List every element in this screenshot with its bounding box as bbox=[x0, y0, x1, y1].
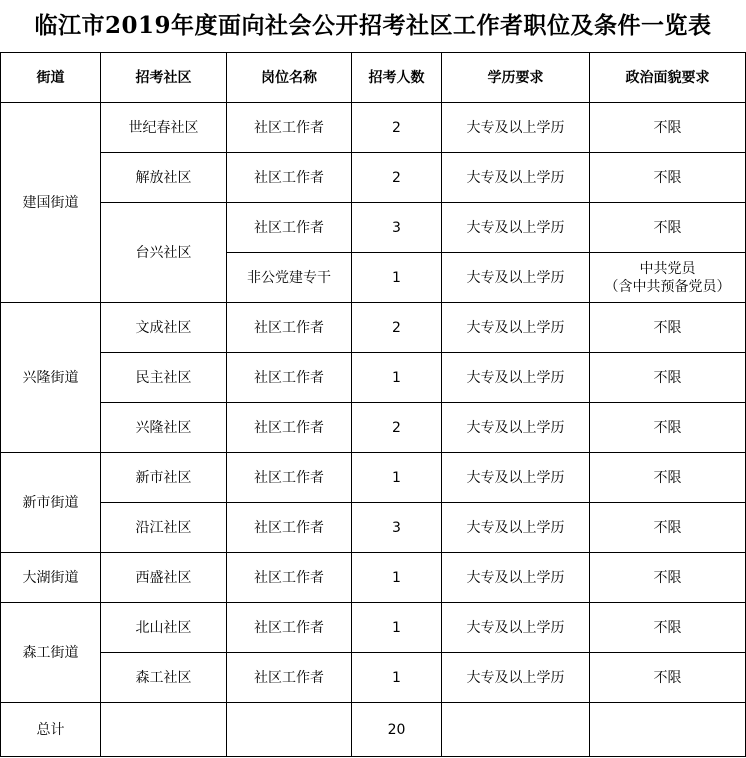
political-cell: 不限 bbox=[590, 503, 746, 553]
header-community: 招考社区 bbox=[101, 53, 227, 103]
position-cell: 社区工作者 bbox=[227, 203, 352, 253]
political-cell: 不限 bbox=[590, 103, 746, 153]
position-cell: 非公党建专干 bbox=[227, 253, 352, 303]
position-cell: 社区工作者 bbox=[227, 403, 352, 453]
education-cell: 大专及以上学历 bbox=[442, 453, 590, 503]
position-cell: 社区工作者 bbox=[227, 503, 352, 553]
political-line-2: （含中共预备党员） bbox=[604, 278, 731, 295]
education-cell: 大专及以上学历 bbox=[442, 203, 590, 253]
community-cell: 森工社区 bbox=[101, 653, 227, 703]
political-cell: 不限 bbox=[590, 303, 746, 353]
community-cell: 新市社区 bbox=[101, 453, 227, 503]
table-row bbox=[1, 353, 746, 403]
political-cell bbox=[590, 253, 746, 303]
table-row bbox=[1, 653, 746, 703]
education-cell: 大专及以上学历 bbox=[442, 553, 590, 603]
community-cell: 北山社区 bbox=[101, 603, 227, 653]
position-cell: 社区工作者 bbox=[227, 553, 352, 603]
count-cell: 1 bbox=[352, 453, 442, 503]
community-cell: 西盛社区 bbox=[101, 553, 227, 603]
community-cell: 解放社区 bbox=[101, 153, 227, 203]
header-education: 学历要求 bbox=[442, 53, 590, 103]
count-cell: 1 bbox=[352, 353, 442, 403]
table-row bbox=[1, 603, 746, 653]
street-cell: 建国街道 bbox=[1, 103, 101, 303]
education-cell: 大专及以上学历 bbox=[442, 253, 590, 303]
table-row bbox=[1, 303, 746, 353]
page-title: 临江市2019年度面向社会公开招考社区工作者职位及条件一览表 bbox=[34, 12, 712, 39]
total-empty-cell bbox=[590, 703, 746, 757]
community-cell: 民主社区 bbox=[101, 353, 227, 403]
street-cell: 森工街道 bbox=[1, 603, 101, 703]
position-cell: 社区工作者 bbox=[227, 103, 352, 153]
political-line-1: 中共党员 bbox=[639, 260, 696, 277]
count-cell: 2 bbox=[352, 103, 442, 153]
street-cell: 大湖街道 bbox=[1, 553, 101, 603]
position-cell: 社区工作者 bbox=[227, 353, 352, 403]
education-cell: 大专及以上学历 bbox=[442, 103, 590, 153]
header-political: 政治面貌要求 bbox=[590, 53, 746, 103]
header-street: 街道 bbox=[1, 53, 101, 103]
political-cell: 不限 bbox=[590, 653, 746, 703]
position-cell: 社区工作者 bbox=[227, 603, 352, 653]
count-cell: 1 bbox=[352, 553, 442, 603]
count-cell: 2 bbox=[352, 403, 442, 453]
positions-table bbox=[0, 52, 746, 757]
table-row bbox=[1, 203, 746, 253]
count-cell: 3 bbox=[352, 203, 442, 253]
total-empty-cell bbox=[101, 703, 227, 757]
education-cell: 大专及以上学历 bbox=[442, 153, 590, 203]
total-row bbox=[1, 703, 746, 757]
political-cell: 不限 bbox=[590, 153, 746, 203]
count-cell: 1 bbox=[352, 603, 442, 653]
community-cell: 台兴社区 bbox=[101, 203, 227, 303]
political-cell: 不限 bbox=[590, 553, 746, 603]
table-row bbox=[1, 103, 746, 153]
political-cell: 不限 bbox=[590, 453, 746, 503]
political-cell: 不限 bbox=[590, 603, 746, 653]
community-cell: 沿江社区 bbox=[101, 503, 227, 553]
street-cell: 兴隆街道 bbox=[1, 303, 101, 453]
education-cell: 大专及以上学历 bbox=[442, 303, 590, 353]
education-cell: 大专及以上学历 bbox=[442, 503, 590, 553]
table-row bbox=[1, 453, 746, 503]
education-cell: 大专及以上学历 bbox=[442, 353, 590, 403]
header-count: 招考人数 bbox=[352, 53, 442, 103]
count-cell: 1 bbox=[352, 253, 442, 303]
education-cell: 大专及以上学历 bbox=[442, 603, 590, 653]
position-cell: 社区工作者 bbox=[227, 653, 352, 703]
education-cell: 大专及以上学历 bbox=[442, 653, 590, 703]
education-cell: 大专及以上学历 bbox=[442, 403, 590, 453]
political-cell: 不限 bbox=[590, 403, 746, 453]
table-row bbox=[1, 153, 746, 203]
total-empty-cell bbox=[442, 703, 590, 757]
position-cell: 社区工作者 bbox=[227, 453, 352, 503]
political-cell: 不限 bbox=[590, 353, 746, 403]
total-label: 总计 bbox=[1, 703, 101, 757]
community-cell: 世纪春社区 bbox=[101, 103, 227, 153]
street-cell: 新市街道 bbox=[1, 453, 101, 553]
table-row bbox=[1, 403, 746, 453]
count-cell: 3 bbox=[352, 503, 442, 553]
count-cell: 2 bbox=[352, 303, 442, 353]
table-header-row bbox=[1, 53, 746, 103]
community-cell: 兴隆社区 bbox=[101, 403, 227, 453]
position-cell: 社区工作者 bbox=[227, 153, 352, 203]
table-row bbox=[1, 503, 746, 553]
header-position: 岗位名称 bbox=[227, 53, 352, 103]
table-row bbox=[1, 553, 746, 603]
position-cell: 社区工作者 bbox=[227, 303, 352, 353]
count-cell: 2 bbox=[352, 153, 442, 203]
community-cell: 文成社区 bbox=[101, 303, 227, 353]
total-count: 20 bbox=[352, 703, 442, 757]
total-empty-cell bbox=[227, 703, 352, 757]
count-cell: 1 bbox=[352, 653, 442, 703]
political-cell: 不限 bbox=[590, 203, 746, 253]
